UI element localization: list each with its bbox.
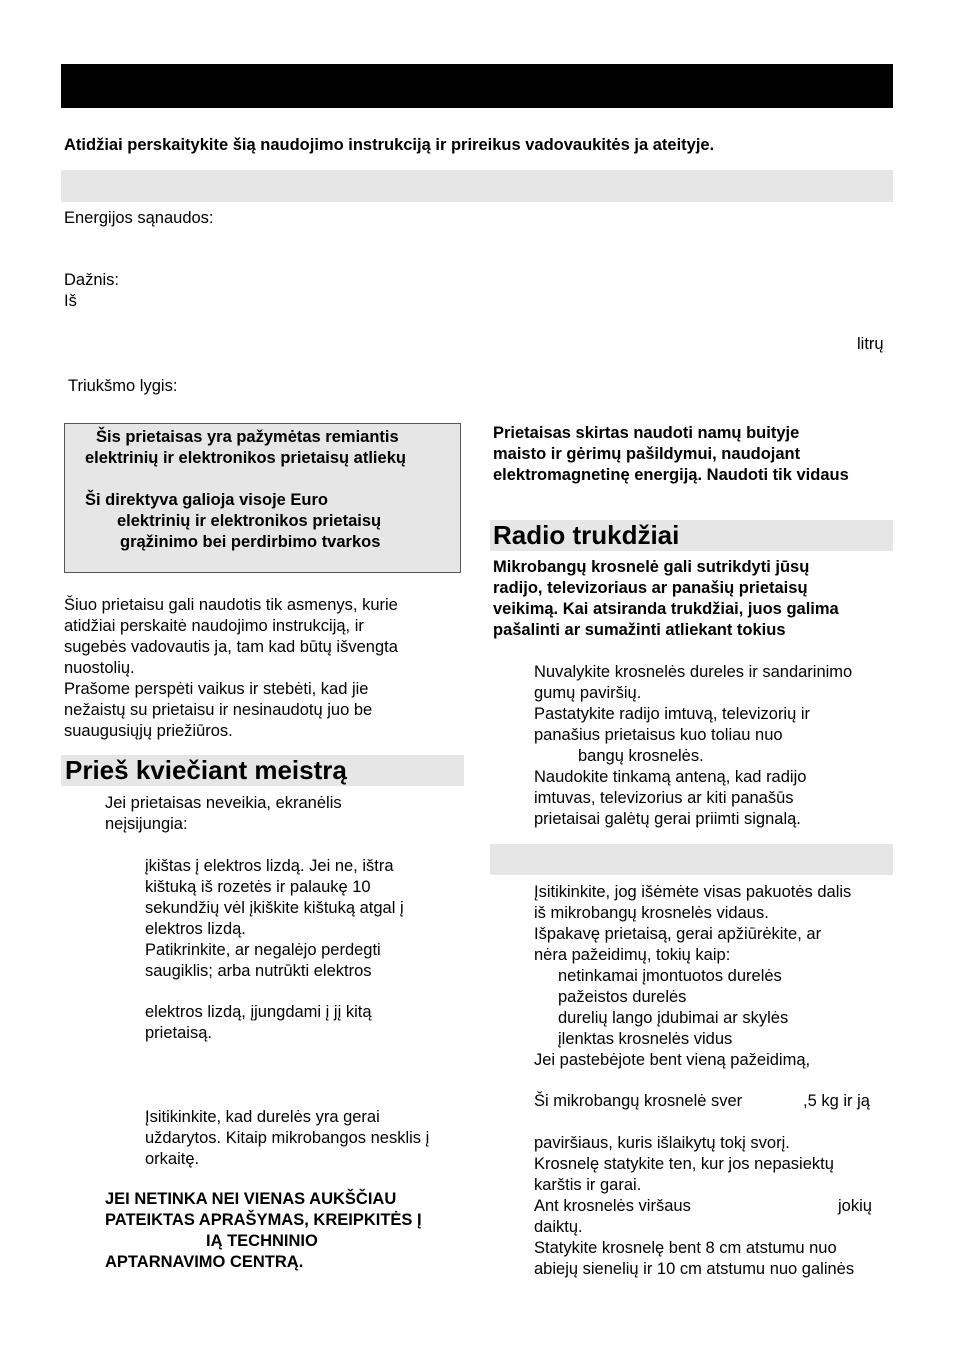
text-line: orkaitę. [145, 1150, 200, 1168]
damage-item: pažeistos durelės [558, 988, 687, 1006]
text-line: neįsijungia: [105, 815, 188, 833]
text-line: bangų krosnelės. [578, 747, 704, 765]
text-line: abiejų sienelių ir 10 cm atstumu nuo galinės [534, 1260, 855, 1278]
text-line: Išpakavę prietaisą, gerai apžiūrėkite, ar [534, 925, 822, 943]
weee-notice-box [64, 423, 461, 573]
text-line: Įsitikinkite, kad durelės yra gerai [145, 1108, 380, 1126]
technician-heading-bar [61, 755, 464, 786]
damage-item: įlenktas krosnelės vidus [558, 1030, 733, 1048]
purpose-paragraph [493, 423, 849, 486]
spec-from-label: Iš [64, 292, 77, 310]
technician-item-3 [145, 1002, 372, 1044]
text-line: Įsitikinkite, jog išėmėte visas pakuotės dalis [534, 883, 852, 901]
radio-heading: Radio trukdžiai [493, 520, 680, 550]
top-text-b: jokių [838, 1197, 872, 1215]
intro-text: Atidžiai perskaitykite šią naudojimo instrukciją ir prireikus vadovaukitės ja ateityje. [64, 136, 715, 154]
technician-item-2 [145, 856, 404, 982]
text-line: imtuvas, televizorius ar kiti panašūs [534, 789, 794, 807]
text-line: elektros lizdą, įjungdami į jį kitą [145, 1003, 372, 1021]
technician-heading: Prieš kviečiant meistrą [65, 755, 347, 785]
weee-line: Ši direktyva galioja visoje Euro [85, 491, 329, 509]
header-bar [61, 64, 893, 108]
text-line: prietaisą. [145, 1024, 212, 1042]
text-line: paviršiaus, kuris išlaikytų tokį svorį. [534, 1134, 790, 1152]
warning-line: IĄ TECHNINIO [206, 1232, 318, 1250]
radio-intro [493, 557, 839, 641]
spec-liters-label: litrų [857, 335, 884, 353]
text-line: nuostolių. [64, 659, 135, 677]
weight-text-a: Ši mikrobangų krosnelė sver [534, 1092, 743, 1110]
text-line: nėra pažeidimų, tokių kaip: [534, 946, 731, 964]
text-line: iš mikrobangų krosnelės vidaus. [534, 904, 769, 922]
text-line: Mikrobangų krosnelė gali sutrikdyti jūsų [493, 558, 810, 576]
warning-line: APTARNAVIMO CENTRĄ. [105, 1253, 304, 1271]
text-line: Naudokite tinkamą anteną, kad radijo [534, 768, 807, 786]
text-line: Statykite krosnelę bent 8 cm atstumu nuo [534, 1239, 837, 1257]
text-line: maisto ir gėrimų pašildymui, naudojant [493, 445, 801, 463]
spec-frequency-label: Dažnis: [64, 271, 120, 289]
damage-item: netinkamai įmontuotos durelės [558, 967, 782, 985]
technician-item-1 [105, 793, 342, 835]
damage-item: durelių lango įdubimai ar skylės [558, 1009, 789, 1027]
weee-line: elektrinių ir elektronikos prietaisų atliekų [85, 449, 406, 467]
technician-item-4 [145, 1107, 429, 1170]
text-line: pašalinti ar sumažinti atliekant tokius [493, 621, 786, 639]
text-line: veikimą. Kai atsiranda trukdžiai, juos galima [493, 600, 839, 618]
text-line: įkištas į elektros lizdą. Jei ne, ištra [145, 857, 394, 875]
top-text-c: daiktų. [534, 1218, 583, 1236]
text-line: prietaisai galėtų gerai priimti signalą. [534, 810, 801, 828]
specs-header-bar [61, 170, 893, 202]
text-line: Nuvalykite krosnelės dureles ir sandarinimo [534, 663, 853, 681]
text-line: Jei pastebėjote bent vieną pažeidimą, [534, 1051, 811, 1069]
text-line: saugiklis; arba nutrūkti elektros [145, 962, 372, 980]
radio-heading-bar [490, 520, 893, 551]
top-text-a: Ant krosnelės viršaus [534, 1197, 691, 1215]
text-line: kištuką iš rozetės ir palaukę 10 [145, 878, 371, 896]
install-heading-bar [490, 844, 893, 875]
text-line: elektromagnetinę energiją. Naudoti tik vidaus [493, 466, 849, 484]
text-line: sekundžių vėl įkiškite kištuką atgal į [145, 899, 404, 917]
spec-noise-label: Triukšmo lygis: [68, 377, 178, 395]
text-line: nežaistų su prietaisu ir nesinaudotų juo be [64, 701, 373, 719]
text-line: suaugusiųjų priežiūros. [64, 722, 233, 740]
text-line: elektros lizdą. [145, 920, 246, 938]
warning-line: JEI NETINKA NEI VIENAS AUKŠČIAU [105, 1190, 397, 1208]
text-line: Patikrinkite, ar negalėjo perdegti [145, 941, 381, 959]
text-line: panašius prietaisus kuo toliau nuo [534, 726, 783, 744]
weee-line: grąžinimo bei perdirbimo tvarkos [120, 533, 381, 551]
text-line: atidžiai perskaitė naudojimo instrukciją, ir [64, 617, 364, 635]
text-line: karštis ir garai. [534, 1176, 642, 1194]
text-line: Pastatykite radijo imtuvą, televizorių ir [534, 705, 811, 723]
spec-energy-label: Energijos sąnaudos: [64, 209, 214, 227]
text-line: uždarytos. Kitaip mikrobangos nesklis į [145, 1129, 430, 1147]
text-line: Prietaisas skirtas naudoti namų buityje [493, 424, 800, 442]
weee-line: Šis prietaisas yra pažymėtas remiantis [96, 428, 399, 446]
safety-paragraph [64, 595, 398, 742]
text-line: radijo, televizoriaus ar panašių prietaisų [493, 579, 808, 597]
warning-line: PATEIKTAS APRAŠYMAS, KREIPKITĖS Į [105, 1211, 422, 1229]
weee-line: elektrinių ir elektronikos prietaisų [117, 512, 382, 530]
text-line: Jei prietaisas neveikia, ekranėlis [105, 794, 342, 812]
text-line: Prašome perspėti vaikus ir stebėti, kad jie [64, 680, 369, 698]
text-line: Šiuo prietaisu gali naudotis tik asmenys, kurie [64, 596, 398, 614]
text-line: sugebės vadovautis ja, tam kad būtų išvengta [64, 638, 398, 656]
text-line: Krosnelę statykite ten, kur jos nepasiektų [534, 1155, 834, 1173]
weight-text-b: ,5 kg ir ją [803, 1092, 870, 1110]
text-line: gumų paviršių. [534, 684, 642, 702]
